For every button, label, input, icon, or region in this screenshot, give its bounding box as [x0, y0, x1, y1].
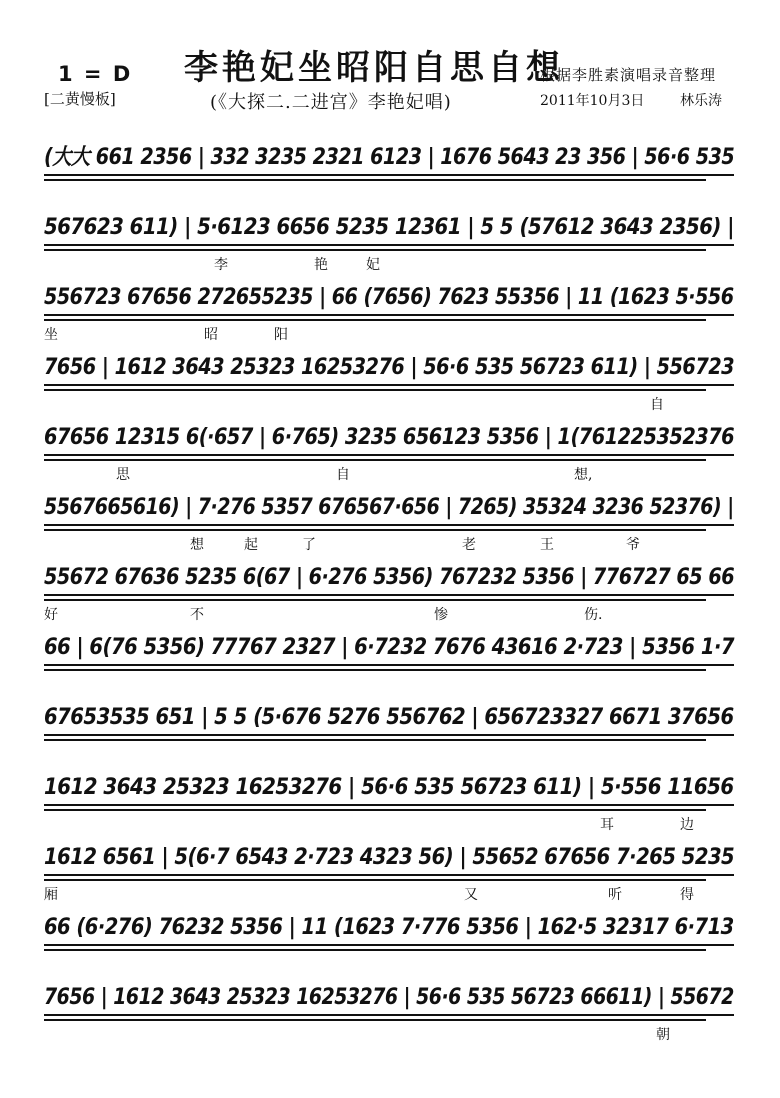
- lyric-char: 李: [214, 257, 228, 273]
- beam-line: [44, 1019, 706, 1021]
- beam-line: [44, 1014, 734, 1016]
- date-note: 2011年10月3日: [540, 93, 645, 109]
- meter-label: [二黄慢板]: [44, 90, 116, 108]
- notation-text: (大大 661 2356 | 332 3235 2321 6123 | 1676 5643 23 356 | 56·6 535: [44, 145, 735, 170]
- score-line: [44, 628, 734, 698]
- lyric-char: 王: [540, 537, 554, 553]
- beam-line: [44, 949, 706, 951]
- score-body: [44, 138, 734, 1048]
- lyric-char: 又: [464, 887, 478, 903]
- score-line: [44, 768, 734, 838]
- notation-text: 567623 611) | 5·6123 6656 5235 12361 | 5 5 (57612 3643 2356) |: [44, 215, 734, 240]
- notation-text: 55672 67636 5235 6(67 | 6·276 5356) 767232 5356 | 776727 65 66: [44, 565, 735, 590]
- lyrics-row: [44, 464, 734, 484]
- lyrics-row: [44, 1024, 734, 1044]
- lyrics-row: [44, 814, 734, 834]
- lyrics-row: [44, 604, 734, 624]
- beam-line: [44, 804, 734, 806]
- lyric-char: 坐: [44, 327, 58, 343]
- notation-text: 1612 6561 | 5(6·7 6543 2·723 4323 56) | 55652 67656 7·265 5235: [44, 845, 735, 870]
- lyric-char: 想,: [574, 467, 593, 483]
- lyric-char: 老: [462, 537, 476, 553]
- page-subtitle: (《大探二.二进宫》李艳妃唱): [210, 92, 452, 113]
- lyric-char: 了: [302, 537, 316, 553]
- lyric-char: 艳: [314, 257, 328, 273]
- lyric-char: 得: [680, 887, 694, 903]
- lyric-char: 伤.: [584, 607, 603, 623]
- notation-text: 7656 | 1612 3643 25323 16253276 | 56·6 535 56723 66611) | 55672: [44, 985, 734, 1010]
- lyric-char: 听: [608, 887, 622, 903]
- lyric-char: 惨: [434, 607, 448, 623]
- lyrics-row: [44, 884, 734, 904]
- key-signature: 1 = D: [58, 62, 133, 86]
- score-line: [44, 138, 734, 208]
- lyric-char: 昭: [204, 327, 218, 343]
- beam-line: [44, 459, 706, 461]
- beam-line: [44, 664, 734, 666]
- notation-text: 5567665616) | 7·276 5357 676567·656 | 7265) 35324 3236 52376) |: [44, 495, 734, 520]
- lyrics-row: [44, 534, 734, 554]
- notation-text: 67653535 651 | 5 5 (5·676 5276 556762 | 656723327 6671 37656: [44, 705, 734, 730]
- lyric-char: 妃: [366, 257, 380, 273]
- notation-text: 556723 67656 272655235 | 66 (7656) 7623 55356 | 11 (1623 5·556: [44, 285, 734, 310]
- notation-text: 67656 12315 6(·657 | 6·765) 3235 656123 5356 | 1(761225352376: [44, 425, 735, 450]
- score-line: [44, 208, 734, 278]
- lyric-char: 好: [44, 607, 58, 623]
- notation-text: 7656 | 1612 3643 25323 16253276 | 56·6 535 56723 611) | 556723: [44, 355, 735, 380]
- beam-line: [44, 454, 734, 456]
- beam-line: [44, 179, 706, 181]
- score-line: [44, 418, 734, 488]
- notation-text: 66 (6·276) 76232 5356 | 11 (1623 7·776 5356 | 162·5 32317 6·713: [44, 915, 734, 940]
- score-line: [44, 278, 734, 348]
- lyric-char: 耳: [600, 817, 614, 833]
- beam-line: [44, 599, 706, 601]
- beam-line: [44, 389, 706, 391]
- beam-line: [44, 524, 734, 526]
- lyric-char: 自: [336, 467, 350, 483]
- score-line: [44, 838, 734, 908]
- beam-line: [44, 249, 706, 251]
- lyrics-row: [44, 184, 734, 204]
- beam-line: [44, 319, 706, 321]
- source-note: 根据李胜素演唱录音整理: [540, 66, 717, 84]
- beam-line: [44, 384, 734, 386]
- lyric-char: 不: [190, 607, 204, 623]
- beam-line: [44, 879, 706, 881]
- lyrics-row: [44, 254, 734, 274]
- lyric-char: 厢: [44, 887, 58, 903]
- beam-line: [44, 174, 734, 176]
- lyric-char: 爷: [626, 537, 640, 553]
- lyric-char: 边: [680, 817, 694, 833]
- beam-line: [44, 594, 734, 596]
- lyric-char: 朝: [656, 1027, 670, 1043]
- score-line: [44, 488, 734, 558]
- lyric-char: 阳: [274, 327, 288, 343]
- lyric-char: 自: [650, 397, 664, 413]
- score-line: [44, 908, 734, 978]
- score-line: [44, 698, 734, 768]
- lyric-char: 想: [190, 537, 204, 553]
- beam-line: [44, 874, 734, 876]
- beam-line: [44, 314, 734, 316]
- beam-line: [44, 809, 706, 811]
- beam-line: [44, 944, 734, 946]
- score-line: [44, 558, 734, 628]
- beam-line: [44, 244, 734, 246]
- score-header: [0, 0, 780, 120]
- page-title: 李艳妃坐昭阳自思自想: [184, 48, 564, 88]
- author-name: 林乐涛: [680, 93, 722, 109]
- notation-text: 1612 3643 25323 16253276 | 56·6 535 56723 611) | 5·556 11656: [44, 775, 734, 800]
- lyric-char: 起: [244, 537, 258, 553]
- beam-line: [44, 529, 706, 531]
- score-line: [44, 348, 734, 418]
- lyrics-row: [44, 954, 734, 974]
- beam-line: [44, 734, 734, 736]
- notation-text: 66 | 6(76 5356) 77767 2327 | 6·7232 7676 43616 2·723 | 5356 1·7: [44, 635, 734, 660]
- lyrics-row: [44, 394, 734, 414]
- lyrics-row: [44, 744, 734, 764]
- lyrics-row: [44, 674, 734, 694]
- lyrics-row: [44, 324, 734, 344]
- beam-line: [44, 739, 706, 741]
- score-line: [44, 978, 734, 1048]
- beam-line: [44, 669, 706, 671]
- lyric-char: 思: [116, 467, 130, 483]
